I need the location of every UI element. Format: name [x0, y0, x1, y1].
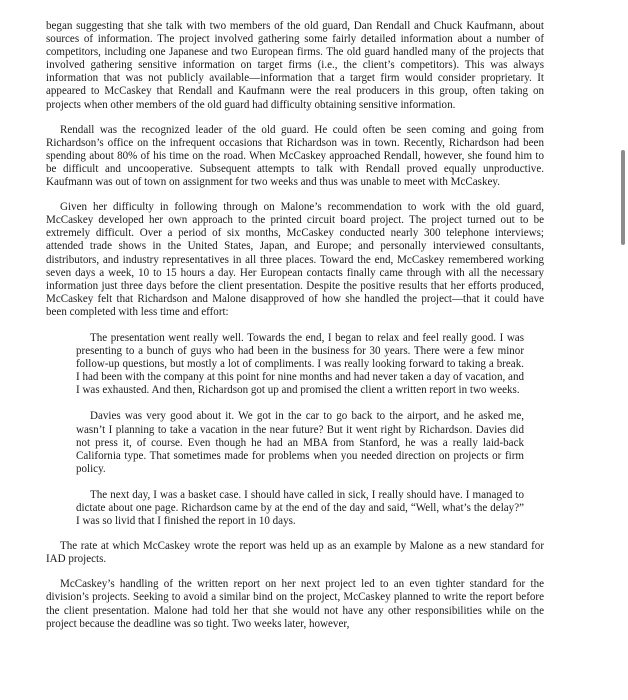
paragraph-circuit-board-project: Given her difficulty in following through on Malone’s recommendation to work with the old guard, McCaskey developed her own approach to the printed circuit board project. The project turned out to be extremely difficult. Over a period of six months, McCaskey conducted nearly 300 telephone interviews; attended trade shows in the United States, Japan, and Europe; and personally interviewed consultants, distributors, and industry representatives in all three places. Toward the end, McCaskey remembered working seven days a week, 10 to 15 hours a day. Her European contacts finally came through with all the necessary information just three days before the client presentation. Despite the positive results that her efforts produced, McCaskey felt that Richardson and Malone disapproved of how she handled the project—that it could have been completed with less time and effort:: [46, 201, 544, 318]
paragraph-report-rate: The rate at which McCaskey wrote the report was held up as an example by Malone as a new standard for IAD projects.: [46, 540, 544, 566]
paragraph-continuation: began suggesting that she talk with two members of the old guard, Dan Rendall and Chuck Kaufmann, about sources of information. The project involved gathering some fairly detailed information about a number of competitors, including one Japanese and two European firms. The old guard handled many of the projects that involved gathering sensitive information on target firms (i.e., the client’s competitors). This was always information that was not publicly available—information that a target firm would consider proprietary. It appeared to McCaskey that Rendall and Kaufmann were the real producers in this group, often taking on projects when other members of the old guard had difficulty obtaining sensitive information.: [46, 20, 544, 111]
quote-paragraph-davies: Davies was very good about it. We got in the car to go back to the airport, and he asked me, wasn’t I planning to take a vacation in the near future? But it went right by Richardson. Davies did not press it, of course. Even though he had an MBA from Stanford, he was a really laid-back California type. That sometimes made for problems when you needed direction on projects or firm policy.: [76, 410, 524, 475]
quote-paragraph-presentation: The presentation went really well. Towards the end, I began to relax and feel really good. I was presenting to a bunch of guys who had been in the business for 30 years. There were a few minor follow-up questions, but mostly a lot of compliments. I was really looking forward to taking a break. I had been with the company at this point for nine months and had never taken a day of vacation, and I was exhausted. And then, Richardson got up and promised the client a written report in two weeks.: [76, 331, 524, 397]
quote-paragraph-next-day: The next day, I was a basket case. I should have called in sick, I really should have. I managed to dictate about one page. Richardson came by at the end of the day and said, “Well, what’s the delay?” I was so livid that I finished the report in 10 days.: [76, 488, 524, 528]
paragraph-rendall: Rendall was the recognized leader of the old guard. He could often be seen coming and going from Richardson’s office on the infrequent occasions that Richardson was in town. Recently, Richardson had been spending about 80% of his time on the road. When McCaskey approached Rendall, however, she found him to be difficult and uncooperative. Subsequent attempts to talk with Rendall proved equally unproductive. Kaufmann was out of town on assignment for two weeks and thus was unable to meet with McCaskey.: [46, 123, 544, 189]
document-body: [46, 20, 544, 631]
block-quote: [76, 332, 524, 528]
paragraph-next-project: McCaskey’s handling of the written report on her next project led to an even tighter standard for the division’s projects. Seeking to avoid a similar bind on the project, McCaskey planned to write the report before the client presentation. Malone had told her that she would not have any other responsibilities while on the project because the deadline was so tight. Two weeks later, however,: [46, 578, 544, 630]
vertical-scrollbar[interactable]: [621, 150, 625, 245]
